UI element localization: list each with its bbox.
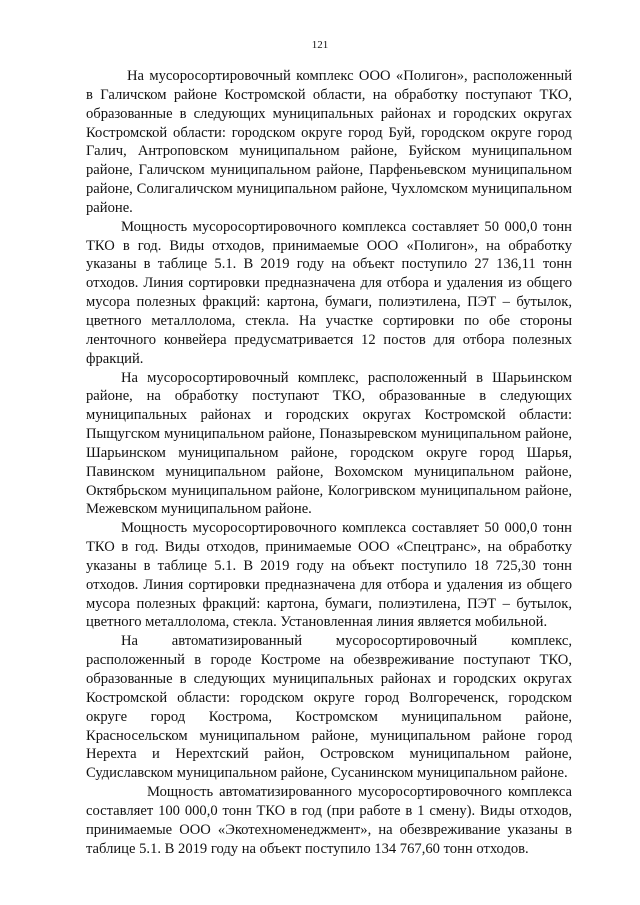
page-number: 121 (311, 39, 329, 51)
paragraph-sharya-complex: На мусоросортировочный комплекс, расположенный в Шарьинском районе, на обработку поступают ТКО, образованные в следующих муниципальных районах и городских округах Костромской области: Пыщугском муниципальном районе, Поназыревском муниципальном районе, Шарьинском муниципальном районе, городском округе город Шарья, Павинском муниципальном районе, Вохомском муниципальном районе, Октябрьском муниципальном районе, Кологривском муниципальном районе, Межевском муниципальном районе. (86, 369, 572, 518)
paragraph-kostroma-complex: На автоматизированный мусоросортировочный комплекс, расположенный в городе Костроме на обезвреживание поступают ТКО, образованные в следующих муниципальных районах и городских округах Костромской области: городском округе город Волгореченск, городском округе город Кострома, Костромском муниципальном районе, Красносельском муниципальном районе, муниципальном районе город Нерехта и Нерехтский район, Островском муниципальном районе, Судиславском муниципальном районе, Сусанинском муниципальном районе. (86, 633, 572, 782)
paragraph-polygon-capacity: Мощность мусоросортировочного комплекса составляет 50 000,0 тонн ТКО в год. Виды отходов, принимаемые ООО «Полигон», на обработку указаны в таблице 5.1. В 2019 году на объект поступило 27 136,11 тонн отходов. Линия сортировки предназначена для отбора и удаления из общего мусора полезных фракций: картона, бумаги, полиэтилена, ПЭТ – бутылок, цветного металлолома, стекла. На участке сортировки по обе стороны ленточного конвейера предусматривается 12 постов для отбора полезных фракций. (86, 218, 572, 367)
paragraph-polygon-complex: На мусоросортировочный комплекс ООО «Полигон», расположенный в Галичском районе Костромской области, на обработку поступают ТКО, образованные в следующих муниципальных районах и городских округах Костромской области: городском округе город Буй, городском округе город Галич, Антроповском муниципальном районе, Буйском муниципальном районе, Галичском муниципальном районе, Парфеньевском муниципальном районе, Солигаличском муниципальном районе, Чухломском муниципальном районе. (86, 68, 572, 216)
document-body (86, 67, 572, 858)
paragraph-spectrans-capacity: Мощность мусоросортировочного комплекса составляет 50 000,0 тонн ТКО в год. Виды отходов, принимаемые ООО «Спецтранс», на обработку указаны в таблице 5.1. В 2019 году на объект поступило 18 725,30 тонн отходов. Линия сортировки предназначена для отбора и удаления из общего мусора полезных фракций: картона, бумаги, полиэтилена, ПЭТ – бутылок, цветного металлолома, стекла. Установленная линия является мобильной. (86, 520, 572, 631)
paragraph-ecotech-capacity: Мощность автоматизированного мусоросортировочного комплекса составляет 100 000,0 тонн ТКО в год (при работе в 1 смену). Виды отходов, принимаемые ООО «Экотехноменеджмент», на обезвреживание указаны в таблице 5.1. В 2019 году на объект поступило 134 767,60 тонн отходов. (86, 784, 572, 857)
